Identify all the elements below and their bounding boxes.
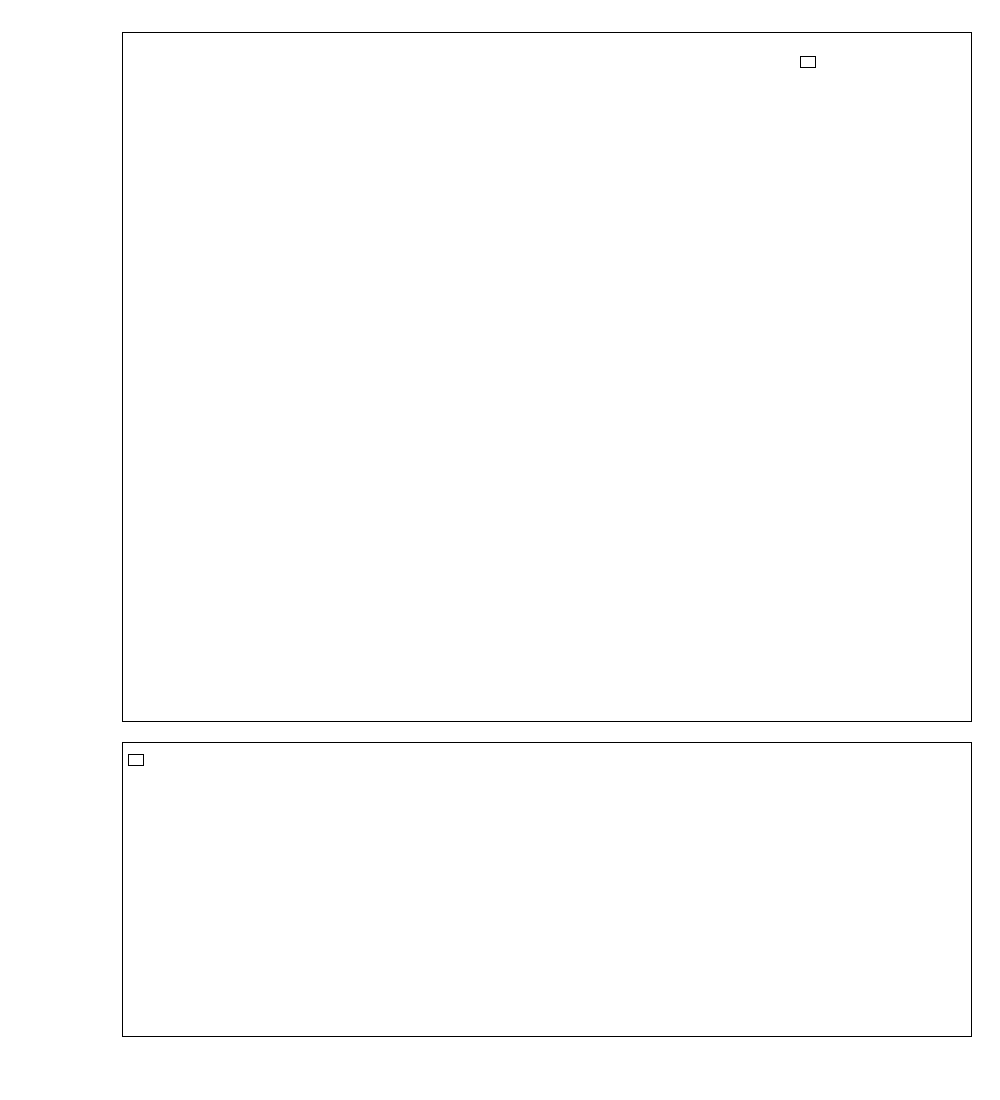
bottom-panel-legend [128,754,144,766]
top-panel-legend [800,56,816,68]
rupture-count-plot [122,742,972,1037]
incremental-rate-plot [122,32,972,722]
